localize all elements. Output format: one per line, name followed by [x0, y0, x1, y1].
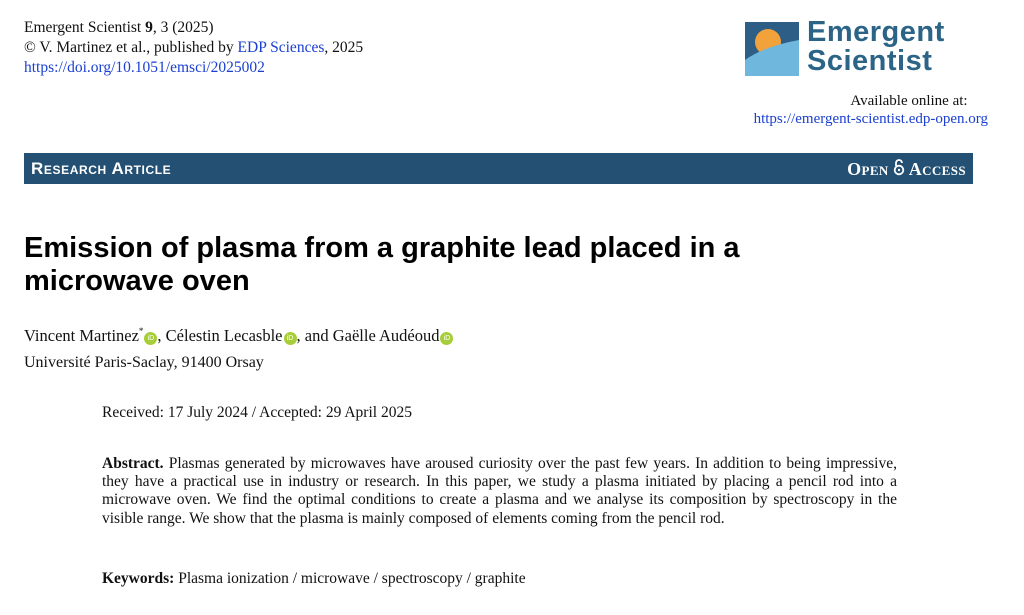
author-2[interactable] [166, 326, 297, 345]
journal-citation [24, 18, 363, 38]
journal-issue-year: , 3 (2025) [152, 19, 214, 36]
logo-line-2: Scientist [807, 45, 933, 77]
open-access-word-1: Open [847, 159, 889, 179]
orcid-icon[interactable]: iD [144, 332, 157, 345]
journal-site-link[interactable]: https://emergent-scientist.edp-open.org [753, 111, 988, 127]
logo-line-1: Emergent [807, 16, 945, 48]
publisher-link[interactable]: EDP Sciences [237, 39, 325, 56]
author-separator: , [157, 326, 166, 345]
orcid-icon[interactable]: iD [440, 332, 453, 345]
author-name: Gaëlle Audéoud [332, 326, 440, 345]
open-access-lock-icon [893, 158, 905, 181]
copyright-year: , 2025 [324, 39, 364, 56]
abstract [102, 455, 897, 528]
keywords-label: Keywords: [102, 570, 175, 587]
abstract-label: Abstract. [102, 455, 164, 472]
article-type-banner [24, 153, 973, 184]
corresponding-mark: * [138, 326, 144, 336]
doi-link[interactable]: https://doi.org/10.1051/emsci/2025002 [24, 59, 265, 76]
availability-label: Available online at: [850, 93, 968, 109]
copyright-line [24, 38, 363, 58]
keywords-text: Plasma ionization / microwave / spectroscopy / graphite [178, 570, 526, 587]
article-type-label: Research Article [31, 159, 172, 178]
keywords [102, 570, 526, 588]
open-access-label [847, 158, 966, 181]
article-title: Emission of plasma from a graphite lead placed in a microwave oven [24, 232, 740, 297]
logo-wordmark [807, 18, 945, 76]
availability-block [700, 92, 988, 128]
copyright-prefix: © V. Martinez et al., published by [24, 39, 238, 56]
logo-mark-icon [745, 22, 799, 76]
journal-logo[interactable] [745, 16, 975, 80]
open-access-word-2: Access [908, 159, 966, 179]
journal-name: Emergent Scientist [24, 19, 142, 36]
author-separator: , and [296, 326, 333, 345]
author-name: Vincent Martinez [24, 326, 139, 345]
author-3[interactable] [333, 326, 454, 345]
orcid-icon[interactable]: iD [284, 332, 297, 345]
affiliation: Université Paris-Saclay, 91400 Orsay [24, 354, 264, 371]
author-list [24, 320, 453, 347]
journal-reference [24, 18, 363, 78]
author-name: Célestin Lecasble [165, 326, 283, 345]
author-1[interactable] [24, 326, 157, 345]
received-accepted-dates: Received: 17 July 2024 / Accepted: 29 April 2025 [102, 404, 412, 421]
abstract-text: Plasmas generated by microwaves have aroused curiosity over the past few years. In addition to being impressive, they have a practical use in industry or research. In this paper, we study a plasma initiated by placing a pencil rod into a microwave oven. We find the optimal conditions to create a plasma and we analyse its composition by spectroscopy in the visible range. We show that the plasma is mainly composed of elements coming from the pencil rod. [102, 455, 897, 527]
journal-volume: 9 [145, 19, 153, 36]
